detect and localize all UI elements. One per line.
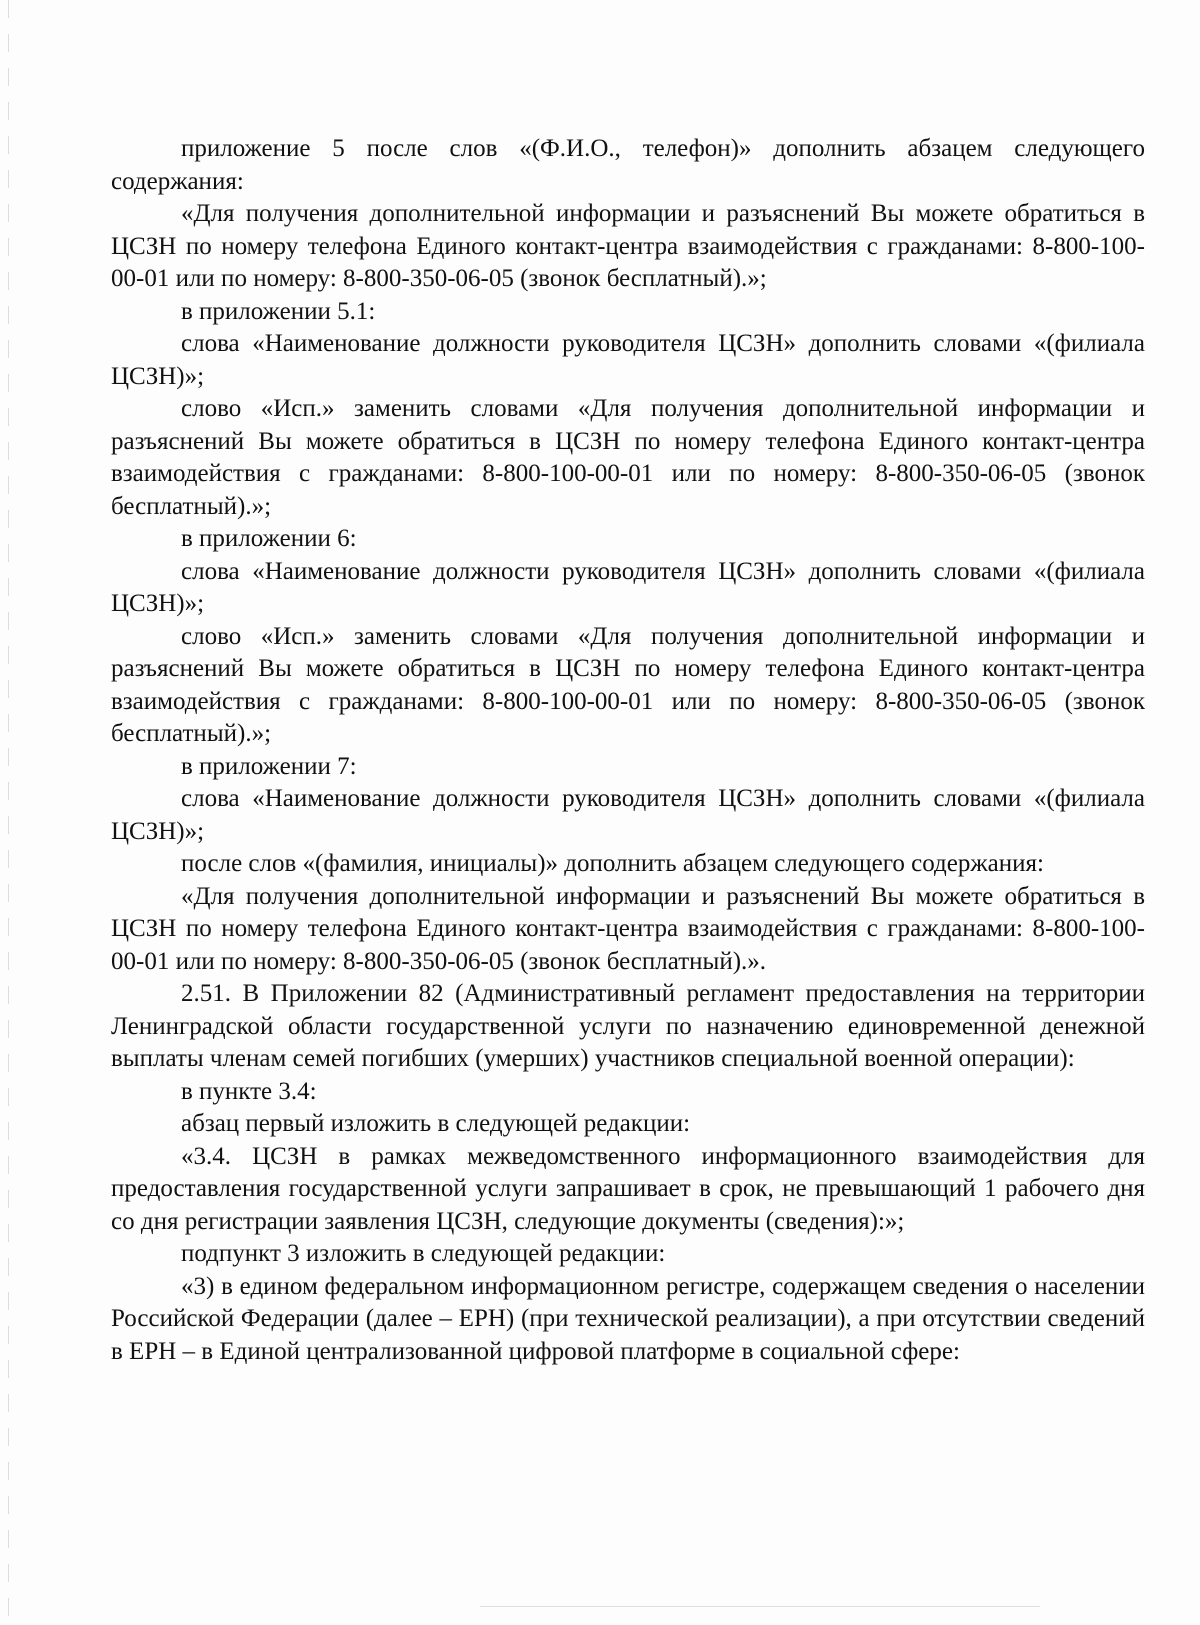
- scan-edge-mark: [8, 0, 9, 1625]
- paragraph: «3) в едином федеральном информационном регистре, содержащем сведения о населении Российской Федерации (далее – ЕРН) (при технической реализации), а при отсутствии сведений в ЕРН – в Единой централизованной цифровой платформе в социальной сфере:: [111, 1272, 1145, 1365]
- paragraph: после слов «(фамилия, инициалы)» дополнить абзацем следующего содержания:: [181, 850, 1044, 877]
- paragraph: слова «Наименование должности руководителя ЦСЗН» дополнить словами «(филиала ЦСЗН)»;: [111, 557, 1145, 617]
- paragraph: в приложении 7:: [181, 752, 357, 780]
- paragraph: 2.51. В Приложении 82 (Административный регламент предоставления на территории Ленинградской области государственной услуги по назначению единовременной денежной выплаты членам семей погибших (умерших) участников специальной военной операции):: [111, 980, 1145, 1072]
- paragraph: абзац первый изложить в следующей редакции:: [181, 1110, 691, 1137]
- document-body: [111, 133, 1145, 1368]
- paragraph: слова «Наименование должности руководителя ЦСЗН» дополнить словами «(филиала ЦСЗН)»;: [111, 785, 1145, 845]
- paragraph: «Для получения дополнительной информации и разъяснений Вы можете обратиться в ЦСЗН по номеру телефона Единого контакт-центра взаимодействия с гражданами: 8-800-100-00-01 или по номеру: 8-800-350-06-05 (звонок бесплатный).».: [111, 882, 1145, 975]
- paragraph: в приложении 5.1:: [181, 297, 376, 325]
- paragraph: «Для получения дополнительной информации и разъяснений Вы можете обратиться в ЦСЗН по номеру телефона Единого контакт-центра взаимодействия с гражданами: 8-800-100-00-01 или по номеру: 8-800-350-06-05 (звонок бесплатный).»;: [111, 200, 1145, 292]
- paragraph: слово «Исп.» заменить словами «Для получения дополнительной информации и разъяснений Вы можете обратиться в ЦСЗН по номеру телефона Единого контакт-центра взаимодействия с гражданами: 8-800-100-00-01 или по номеру: 8-800-350-06-05 (звонок бесплатный).»;: [111, 622, 1145, 747]
- paragraph: приложение 5 после слов «(Ф.И.О., телефон)» дополнить абзацем следующего содержания:: [111, 135, 1145, 195]
- paragraph: подпункт 3 изложить в следующей редакции:: [181, 1240, 666, 1267]
- paragraph: в пункте 3.4:: [181, 1077, 317, 1105]
- paragraph: слова «Наименование должности руководителя ЦСЗН» дополнить словами «(филиала ЦСЗН)»;: [111, 330, 1145, 390]
- scan-smudge: [480, 1606, 1040, 1607]
- paragraph: слово «Исп.» заменить словами «Для получения дополнительной информации и разъяснений Вы можете обратиться в ЦСЗН по номеру телефона Единого контакт-центра взаимодействия с гражданами: 8-800-100-00-01 или по номеру: 8-800-350-06-05 (звонок бесплатный).»;: [111, 395, 1145, 520]
- paragraph: в приложении 6:: [181, 525, 357, 552]
- paragraph: «3.4. ЦСЗН в рамках межведомственного информационного взаимодействия для предоставления государственной услуги запрашивает в срок, не превышающий 1 рабочего дня со дня регистрации заявления ЦСЗН, следующие документы (сведения):»;: [111, 1142, 1145, 1235]
